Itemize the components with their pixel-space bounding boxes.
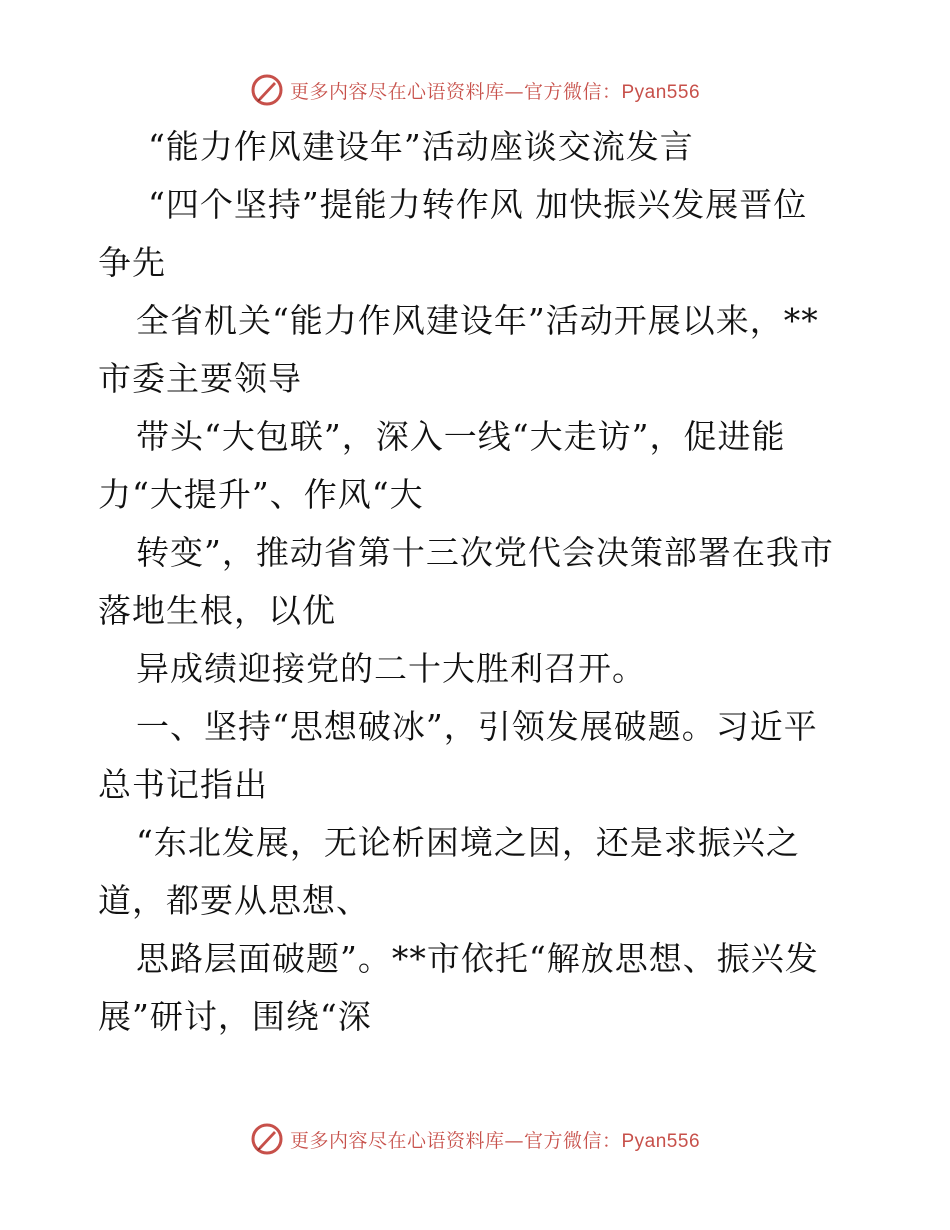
document-body xyxy=(98,118,858,1046)
paragraph-line: 市委主要领导 xyxy=(98,359,302,398)
watermark-text: 更多内容尽在心语资料库—官方微信：Pyan556 xyxy=(289,80,701,103)
section-heading-line: 一、坚持“思想破冰”，引领发展破题。习近平 xyxy=(136,707,818,746)
document-subtitle-cont: 争先 xyxy=(98,243,166,282)
quote-line: “东北发展，无论析困境之因，还是求振兴之 xyxy=(136,823,800,862)
paragraph-line: 全省机关“能力作风建设年”活动开展以来，** xyxy=(136,301,819,340)
paragraph-line: 力“大提升”、作风“大 xyxy=(98,475,424,514)
header-watermark xyxy=(0,70,950,110)
watermark-text: 更多内容尽在心语资料库—官方微信：Pyan556 xyxy=(289,1129,701,1152)
paragraph-line: 转变”，推动省第十三次党代会决策部署在我市 xyxy=(136,533,834,572)
document-subtitle: “四个坚持”提能力转作风 加快振兴发展晋位 xyxy=(148,185,808,224)
paragraph-line: 落地生根，以优 xyxy=(98,591,336,630)
quill-logo-icon xyxy=(250,1122,284,1156)
paragraph-line: 道，都要从思想、 xyxy=(98,881,370,920)
paragraph-line: 展”研讨，围绕“深 xyxy=(98,997,372,1036)
footer-watermark xyxy=(0,1119,950,1159)
paragraph-line: 异成绩迎接党的二十大胜利召开。 xyxy=(136,649,646,688)
paragraph-line: 总书记指出 xyxy=(98,765,268,804)
paragraph-line: 思路层面破题”。**市依托“解放思想、振兴发 xyxy=(136,939,819,978)
paragraph-line: 带头“大包联”，深入一线“大走访”，促进能 xyxy=(136,417,786,456)
document-title: “能力作风建设年”活动座谈交流发言 xyxy=(148,127,694,166)
quill-logo-icon xyxy=(250,73,284,107)
